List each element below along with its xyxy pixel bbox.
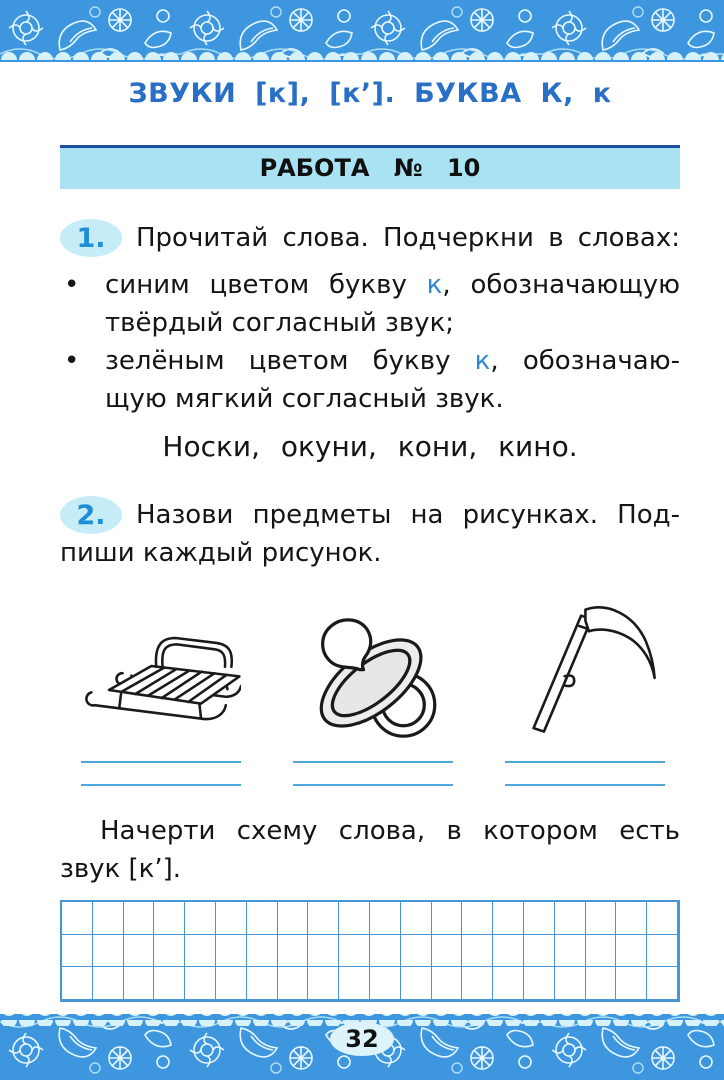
work-banner-label: РАБОТА № 10: [259, 154, 481, 182]
grid-cell[interactable]: [616, 935, 647, 968]
word-list: Носки, окуни, кони, кино.: [162, 430, 578, 463]
grid-cell[interactable]: [124, 967, 155, 1000]
page-title: ЗВУКИ [к], [к’]. БУКВА К, к: [128, 78, 612, 109]
grid-cell[interactable]: [185, 967, 216, 1000]
grid-cell[interactable]: [586, 902, 617, 935]
grid-cell[interactable]: [216, 935, 247, 968]
bullet-2-line-1: зелёным цветом букву к, обозначаю-: [105, 346, 680, 376]
highlighted-letter-k: к: [474, 346, 491, 376]
grid-cell[interactable]: [93, 935, 124, 968]
grid-cell[interactable]: [339, 935, 370, 968]
grid-cell[interactable]: [432, 902, 463, 935]
grid-cell[interactable]: [462, 902, 493, 935]
task-2-header: [60, 496, 680, 534]
task-2-line-1: Назови предметы на рисунках. Под-: [136, 500, 680, 530]
grid-cell[interactable]: [647, 967, 678, 1000]
grid-cell[interactable]: [401, 935, 432, 968]
picture-row: [81, 580, 680, 786]
grid-cell[interactable]: [308, 902, 339, 935]
answer-line[interactable]: [505, 761, 665, 763]
grid-cell[interactable]: [401, 902, 432, 935]
grid-cell[interactable]: [370, 902, 401, 935]
grid-cell[interactable]: [493, 935, 524, 968]
answer-line[interactable]: [81, 761, 241, 763]
picture-column-sled: [81, 580, 241, 786]
page-number-area: [0, 1022, 724, 1056]
grid-cell[interactable]: [124, 902, 155, 935]
exercise-line-1: Начерти схему слова, в котором есть: [100, 816, 680, 846]
grid-cell[interactable]: [216, 967, 247, 1000]
grid-cell[interactable]: [616, 967, 647, 1000]
decorative-floral-border-top: [0, 0, 724, 62]
work-banner: [60, 145, 680, 189]
grid-cell[interactable]: [124, 935, 155, 968]
grid-cell[interactable]: [154, 935, 185, 968]
grid-cell[interactable]: [278, 935, 309, 968]
letter-grid[interactable]: [60, 900, 680, 1002]
grid-cell[interactable]: [432, 967, 463, 1000]
pacifier-illustration: [293, 580, 453, 748]
answer-line[interactable]: [505, 784, 665, 786]
grid-cell[interactable]: [493, 967, 524, 1000]
task-1-bullet-1: [60, 266, 680, 342]
grid-cell[interactable]: [247, 967, 278, 1000]
bullet-1-line-1: синим цветом букву к, обозначающую: [105, 270, 680, 300]
grid-cell[interactable]: [524, 902, 555, 935]
grid-cell[interactable]: [62, 935, 93, 968]
grid-cell[interactable]: [493, 902, 524, 935]
grid-cell[interactable]: [308, 967, 339, 1000]
task-2-number-badge: 2.: [60, 496, 122, 534]
grid-cell[interactable]: [586, 967, 617, 1000]
grid-cell[interactable]: [401, 967, 432, 1000]
grid-cell[interactable]: [247, 935, 278, 968]
grid-cell[interactable]: [62, 967, 93, 1000]
task-1-intro: Прочитай слова. Подчеркни в словах:: [136, 223, 680, 253]
task-1-header: [60, 219, 680, 257]
bullet-2-line-2: щую мягкий согласный звук.: [105, 384, 504, 414]
grid-cell[interactable]: [586, 935, 617, 968]
grid-cell[interactable]: [339, 967, 370, 1000]
task-2-line-2: пиши каждый рисунок.: [60, 538, 382, 568]
sled-illustration: [81, 580, 241, 748]
grid-cell[interactable]: [462, 935, 493, 968]
highlighted-letter-k: к: [426, 270, 443, 300]
picture-column-pacifier: [293, 580, 453, 786]
grid-cell[interactable]: [308, 935, 339, 968]
grid-cell[interactable]: [185, 935, 216, 968]
picture-column-scythe: [505, 580, 665, 786]
task-1-number-badge: 1.: [60, 219, 122, 257]
grid-cell[interactable]: [555, 967, 586, 1000]
answer-line[interactable]: [81, 784, 241, 786]
grid-cell[interactable]: [647, 935, 678, 968]
grid-cell[interactable]: [370, 935, 401, 968]
grid-cell[interactable]: [62, 902, 93, 935]
grid-cell[interactable]: [154, 902, 185, 935]
grid-cell[interactable]: [278, 902, 309, 935]
grid-cell[interactable]: [462, 967, 493, 1000]
grid-cell[interactable]: [278, 967, 309, 1000]
grid-cell[interactable]: [647, 902, 678, 935]
bullet-icon: •: [64, 270, 80, 300]
grid-cell[interactable]: [93, 902, 124, 935]
grid-cell[interactable]: [555, 902, 586, 935]
bullet-1-line-2: твёрдый согласный звук;: [105, 308, 455, 338]
page-number: 32: [330, 1022, 394, 1056]
grid-cell[interactable]: [247, 902, 278, 935]
grid-cell[interactable]: [339, 902, 370, 935]
grid-cell[interactable]: [216, 902, 247, 935]
grid-cell[interactable]: [154, 967, 185, 1000]
grid-cell[interactable]: [524, 967, 555, 1000]
grid-cell[interactable]: [524, 935, 555, 968]
answer-line[interactable]: [293, 784, 453, 786]
grid-cell[interactable]: [432, 935, 463, 968]
task-1-bullet-2: [60, 342, 680, 418]
exercise-line-2: звук [к’].: [60, 854, 182, 884]
grid-cell[interactable]: [370, 967, 401, 1000]
answer-line[interactable]: [293, 761, 453, 763]
bullet-icon: •: [64, 346, 80, 376]
scythe-illustration: [505, 580, 665, 748]
grid-cell[interactable]: [555, 935, 586, 968]
scheme-exercise: [60, 812, 680, 888]
grid-cell[interactable]: [616, 902, 647, 935]
grid-cell[interactable]: [185, 902, 216, 935]
grid-cell[interactable]: [93, 967, 124, 1000]
